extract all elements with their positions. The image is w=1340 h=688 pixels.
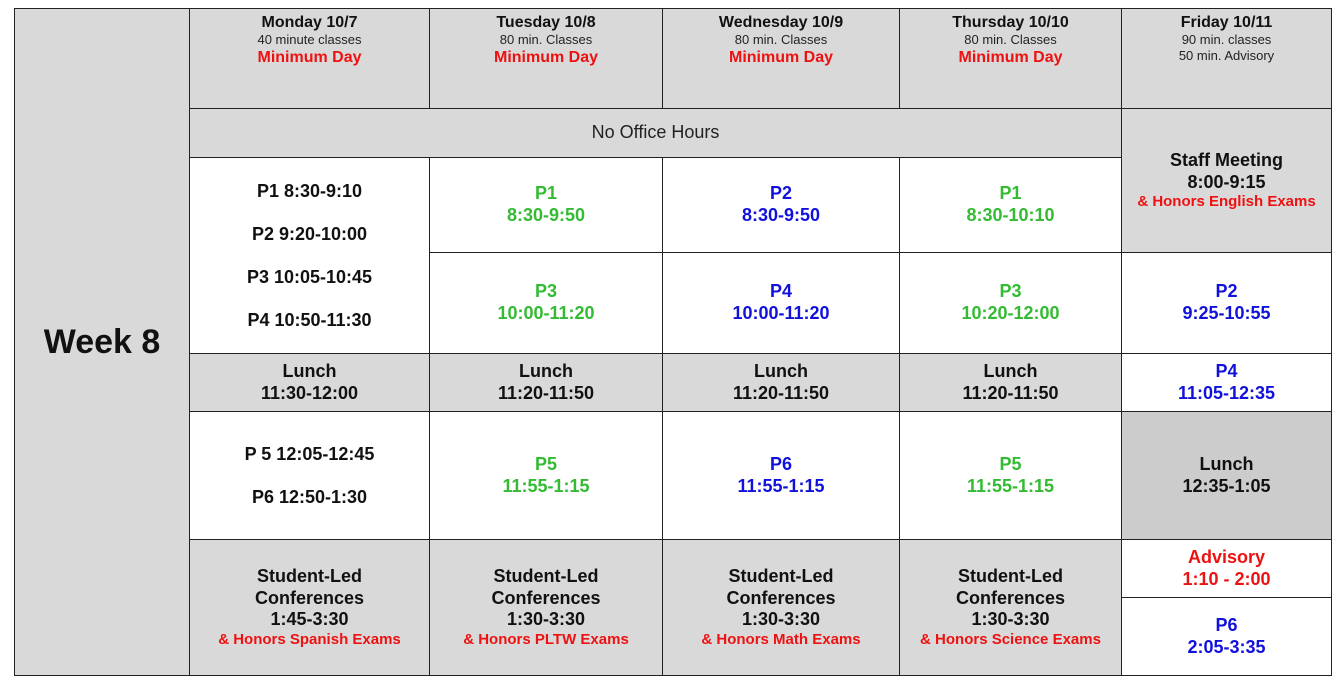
lunch-time: 11:20-11:50 bbox=[497, 382, 595, 403]
conf-time: 1:45-3:30 bbox=[270, 609, 349, 630]
block-time: 11:55-1:15 bbox=[502, 475, 590, 496]
conference-wednesday bbox=[663, 540, 900, 676]
block-time: 10:00-11:20 bbox=[497, 303, 595, 323]
block-time: 10:20-12:00 bbox=[961, 303, 1060, 323]
header-wednesday bbox=[663, 9, 900, 109]
period-item: P 5 12:05-12:45 bbox=[244, 443, 375, 464]
block-label: P4 bbox=[1215, 360, 1238, 381]
day-name: Tuesday 10/8 bbox=[496, 14, 596, 31]
block-time: 11:55-1:15 bbox=[737, 475, 825, 496]
day-note-2: 50 min. Advisory bbox=[1178, 47, 1275, 63]
block-time: 2:05-3:35 bbox=[1187, 636, 1266, 657]
friday-p6 bbox=[1122, 598, 1332, 676]
block-time: 8:30-10:10 bbox=[966, 205, 1055, 225]
period-item: P3 10:05-10:45 bbox=[246, 266, 373, 287]
staff-extra: & Honors English Exams bbox=[1137, 193, 1316, 211]
lunch-label: Lunch bbox=[1199, 453, 1254, 474]
day-tag: Minimum Day bbox=[257, 48, 362, 66]
conf-extra: & Honors Math Exams bbox=[701, 630, 861, 648]
friday-advisory bbox=[1122, 540, 1332, 598]
lunch-tuesday bbox=[430, 354, 663, 412]
block-label: P2 bbox=[769, 183, 793, 204]
conference-tuesday bbox=[430, 540, 663, 676]
day-tag: Minimum Day bbox=[728, 48, 833, 66]
conf-time: 1:30-3:30 bbox=[971, 609, 1050, 630]
conf-extra: & Honors PLTW Exams bbox=[463, 630, 629, 648]
block-label: P3 bbox=[999, 281, 1022, 302]
period-item: P6 12:50-1:30 bbox=[251, 486, 368, 507]
conf-line1: Student-Led bbox=[728, 566, 834, 587]
header-friday bbox=[1122, 9, 1332, 109]
block-wed-c bbox=[663, 412, 900, 540]
block-wed-a bbox=[663, 158, 900, 253]
block-label: P2 bbox=[1215, 281, 1238, 302]
conf-line2: Conferences bbox=[726, 587, 836, 608]
conf-line1: Student-Led bbox=[958, 566, 1063, 587]
lunch-time: 11:30-12:00 bbox=[260, 382, 359, 403]
block-time: 8:30-9:50 bbox=[506, 205, 586, 225]
block-thu-c bbox=[900, 412, 1122, 540]
day-note: 80 min. Classes bbox=[499, 32, 593, 48]
conf-line1: Student-Led bbox=[493, 566, 599, 587]
day-note: 80 min. Classes bbox=[734, 32, 828, 48]
lunch-time: 12:35-1:05 bbox=[1182, 475, 1271, 496]
conf-line2: Conferences bbox=[254, 587, 365, 608]
block-label: P1 bbox=[534, 183, 558, 204]
block-label: P6 bbox=[769, 453, 793, 474]
conf-time: 1:30-3:30 bbox=[741, 609, 821, 630]
day-name: Monday 10/7 bbox=[261, 14, 358, 31]
friday-p4 bbox=[1122, 354, 1332, 412]
period-item: P1 8:30-9:10 bbox=[256, 180, 363, 201]
conf-time: 1:30-3:30 bbox=[506, 609, 586, 630]
lunch-label: Lunch bbox=[983, 360, 1038, 381]
block-tue-c bbox=[430, 412, 663, 540]
lunch-label: Lunch bbox=[282, 360, 337, 381]
block-thu-a bbox=[900, 158, 1122, 253]
block-label: P6 bbox=[1215, 614, 1238, 635]
day-note: 90 min. classes bbox=[1181, 32, 1272, 48]
monday-afternoon-periods bbox=[190, 412, 430, 540]
lunch-label: Lunch bbox=[754, 360, 808, 381]
friday-p2 bbox=[1122, 253, 1332, 354]
conference-thursday bbox=[900, 540, 1122, 676]
block-time: 11:05-12:35 bbox=[1177, 382, 1276, 403]
advisory-time: 1:10 - 2:00 bbox=[1182, 568, 1271, 589]
friday-lunch bbox=[1122, 412, 1332, 540]
day-tag: Minimum Day bbox=[493, 48, 598, 66]
day-note: 80 min. Classes bbox=[964, 32, 1057, 48]
day-name: Wednesday 10/9 bbox=[718, 14, 844, 31]
conference-monday bbox=[190, 540, 430, 676]
schedule-table bbox=[14, 8, 1332, 676]
day-name: Thursday 10/10 bbox=[952, 14, 1069, 31]
lunch-monday bbox=[190, 354, 430, 412]
block-time: 8:30-9:50 bbox=[741, 205, 821, 225]
lunch-label: Lunch bbox=[519, 360, 573, 381]
block-label: P4 bbox=[769, 281, 793, 302]
lunch-time: 11:20-11:50 bbox=[732, 382, 830, 403]
block-time: 10:00-11:20 bbox=[732, 303, 830, 323]
block-time: 11:55-1:15 bbox=[966, 475, 1055, 496]
block-label: P3 bbox=[534, 281, 558, 302]
friday-staff-meeting bbox=[1122, 109, 1332, 253]
conf-line2: Conferences bbox=[491, 587, 601, 608]
conf-extra: & Honors Science Exams bbox=[920, 630, 1101, 648]
lunch-time: 11:20-11:50 bbox=[962, 382, 1059, 403]
header-monday bbox=[190, 9, 430, 109]
week-label: Week 8 bbox=[15, 9, 190, 676]
office-hours: No Office Hours bbox=[190, 109, 1122, 158]
staff-title: Staff Meeting bbox=[1169, 149, 1283, 170]
day-name: Friday 10/11 bbox=[1180, 14, 1273, 31]
header-thursday bbox=[900, 9, 1122, 109]
block-label: P5 bbox=[999, 453, 1022, 474]
conf-extra: & Honors Spanish Exams bbox=[218, 630, 401, 648]
period-item: P4 10:50-11:30 bbox=[247, 309, 372, 330]
block-label: P5 bbox=[534, 453, 558, 474]
day-tag: Minimum Day bbox=[958, 48, 1063, 66]
lunch-wednesday bbox=[663, 354, 900, 412]
period-item: P2 9:20-10:00 bbox=[251, 223, 368, 244]
day-note: 40 minute classes bbox=[257, 32, 362, 48]
conf-line1: Student-Led bbox=[257, 566, 362, 587]
block-tue-b bbox=[430, 253, 663, 354]
monday-morning-periods bbox=[190, 158, 430, 354]
block-tue-a bbox=[430, 158, 663, 253]
block-thu-b bbox=[900, 253, 1122, 354]
staff-time: 8:00-9:15 bbox=[1187, 171, 1266, 192]
conf-line2: Conferences bbox=[955, 587, 1066, 608]
block-wed-b bbox=[663, 253, 900, 354]
block-label: P1 bbox=[999, 183, 1022, 204]
advisory-label: Advisory bbox=[1187, 546, 1266, 567]
block-time: 9:25-10:55 bbox=[1182, 303, 1271, 323]
header-tuesday bbox=[430, 9, 663, 109]
lunch-thursday bbox=[900, 354, 1122, 412]
